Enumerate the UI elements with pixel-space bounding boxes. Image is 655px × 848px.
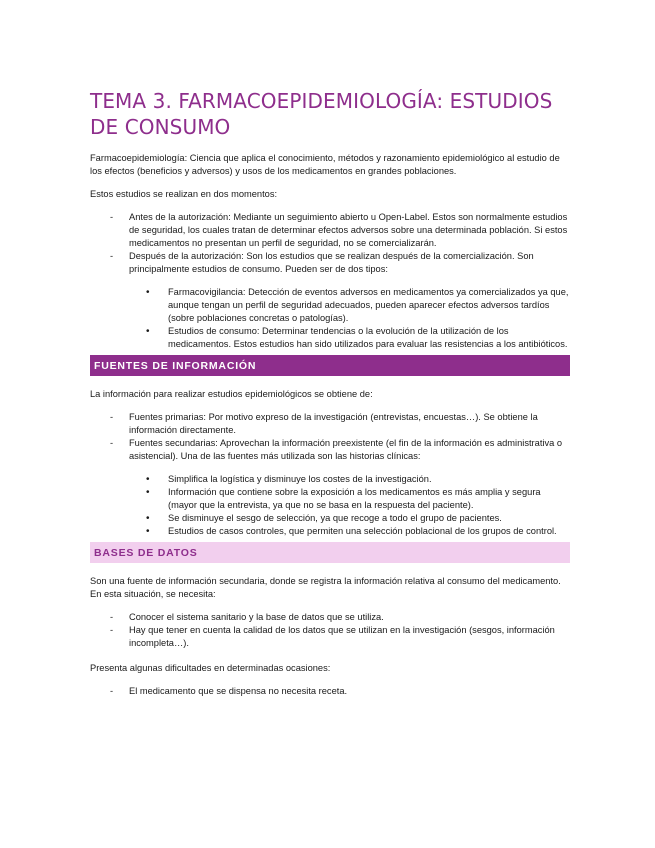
moments-paragraph: Estos estudios se realizan en dos momentos:	[90, 189, 278, 199]
list-item: - Antes de la autorización: Mediante un seguimiento abierto u Open-Label. Estos son normalmente estudios de seguridad, los cuales tratan de determinar efectos adversos sobre una determinada población. Si estos medicamentos no presentan un perfil de seguridad, no se comercializarán.	[90, 211, 570, 250]
databases-intro-paragraph: Son una fuente de información secundaria, donde se registra la información relativa al consumo del medicamento. En esta situación, se necesita:	[90, 576, 561, 599]
difficulties-list	[90, 685, 570, 698]
list-item: • Estudios de casos controles, que permiten una selección poblacional de los grupos de control.	[90, 525, 570, 538]
list-item: - Fuentes primarias: Por motivo expreso de la investigación (entrevistas, encuestas…). Se obtiene la información directamente.	[90, 411, 570, 437]
section-heading-bases	[90, 542, 570, 563]
list-item: - Después de la autorización: Son los estudios que se realizan después de la comercialización. Son principalmente estudios de consumo. Pueden ser de dos tipos:	[90, 250, 570, 276]
advantages-list	[90, 473, 570, 538]
moments-list	[90, 211, 570, 276]
list-item: • Se disminuye el sesgo de selección, ya que recoge a todo el grupo de pacientes.	[90, 512, 570, 525]
needs-list	[90, 611, 570, 650]
list-item: - El medicamento que se dispensa no necesita receta.	[90, 685, 570, 698]
list-item: - Conocer el sistema sanitario y la base de datos que se utiliza.	[90, 611, 570, 624]
list-item: • Información que contiene sobre la exposición a los medicamentos es más amplia y segura (mayor que la entrevista, ya que no se basa en la respuesta del paciente).	[90, 486, 570, 512]
section-heading-label: FUENTES DE INFORMACIÓN	[94, 359, 257, 372]
section-heading-fuentes	[90, 355, 570, 376]
definition-paragraph: Farmacoepidemiología: Ciencia que aplica el conocimiento, métodos y razonamiento epidemiológico al estudio de los efectos (beneficios y adversos) y usos de los medicamentos en grandes poblaciones.	[90, 153, 560, 176]
difficulties-intro-paragraph: Presenta algunas dificultades en determinadas ocasiones:	[90, 663, 331, 673]
study-types-list	[90, 286, 570, 351]
list-item: - Hay que tener en cuenta la calidad de los datos que se utilizan en la investigación (sesgos, información incompleta…).	[90, 624, 570, 650]
list-item: • Simplifica la logística y disminuye los costes de la investigación.	[90, 473, 570, 486]
list-item: - Fuentes secundarias: Aprovechan la información preexistente (el fin de la información es administrativa o asistencial). Una de las fuentes más utilizada son las historias clínicas:	[90, 437, 570, 463]
document-page	[90, 88, 570, 706]
section-heading-label: BASES DE DATOS	[94, 546, 198, 559]
page-title: TEMA 3. FARMACOEPIDEMIOLOGÍA: ESTUDIOS DE CONSUMO	[90, 89, 553, 139]
list-item: • Estudios de consumo: Determinar tendencias o la evolución de la utilización de los medicamentos. Estos estudios han sido utilizados para evaluar las resistencias a los antibióticos.	[90, 325, 570, 351]
sources-list	[90, 411, 570, 463]
list-item: • Farmacovigilancia: Detección de eventos adversos en medicamentos ya comercializados ya que, aunque tengan un perfil de seguridad adecuados, pueden aparecer efectos adversos tardíos (sobre poblaciones concretas o patologías).	[90, 286, 570, 325]
sources-intro-paragraph: La información para realizar estudios epidemiológicos se obtiene de:	[90, 389, 373, 399]
